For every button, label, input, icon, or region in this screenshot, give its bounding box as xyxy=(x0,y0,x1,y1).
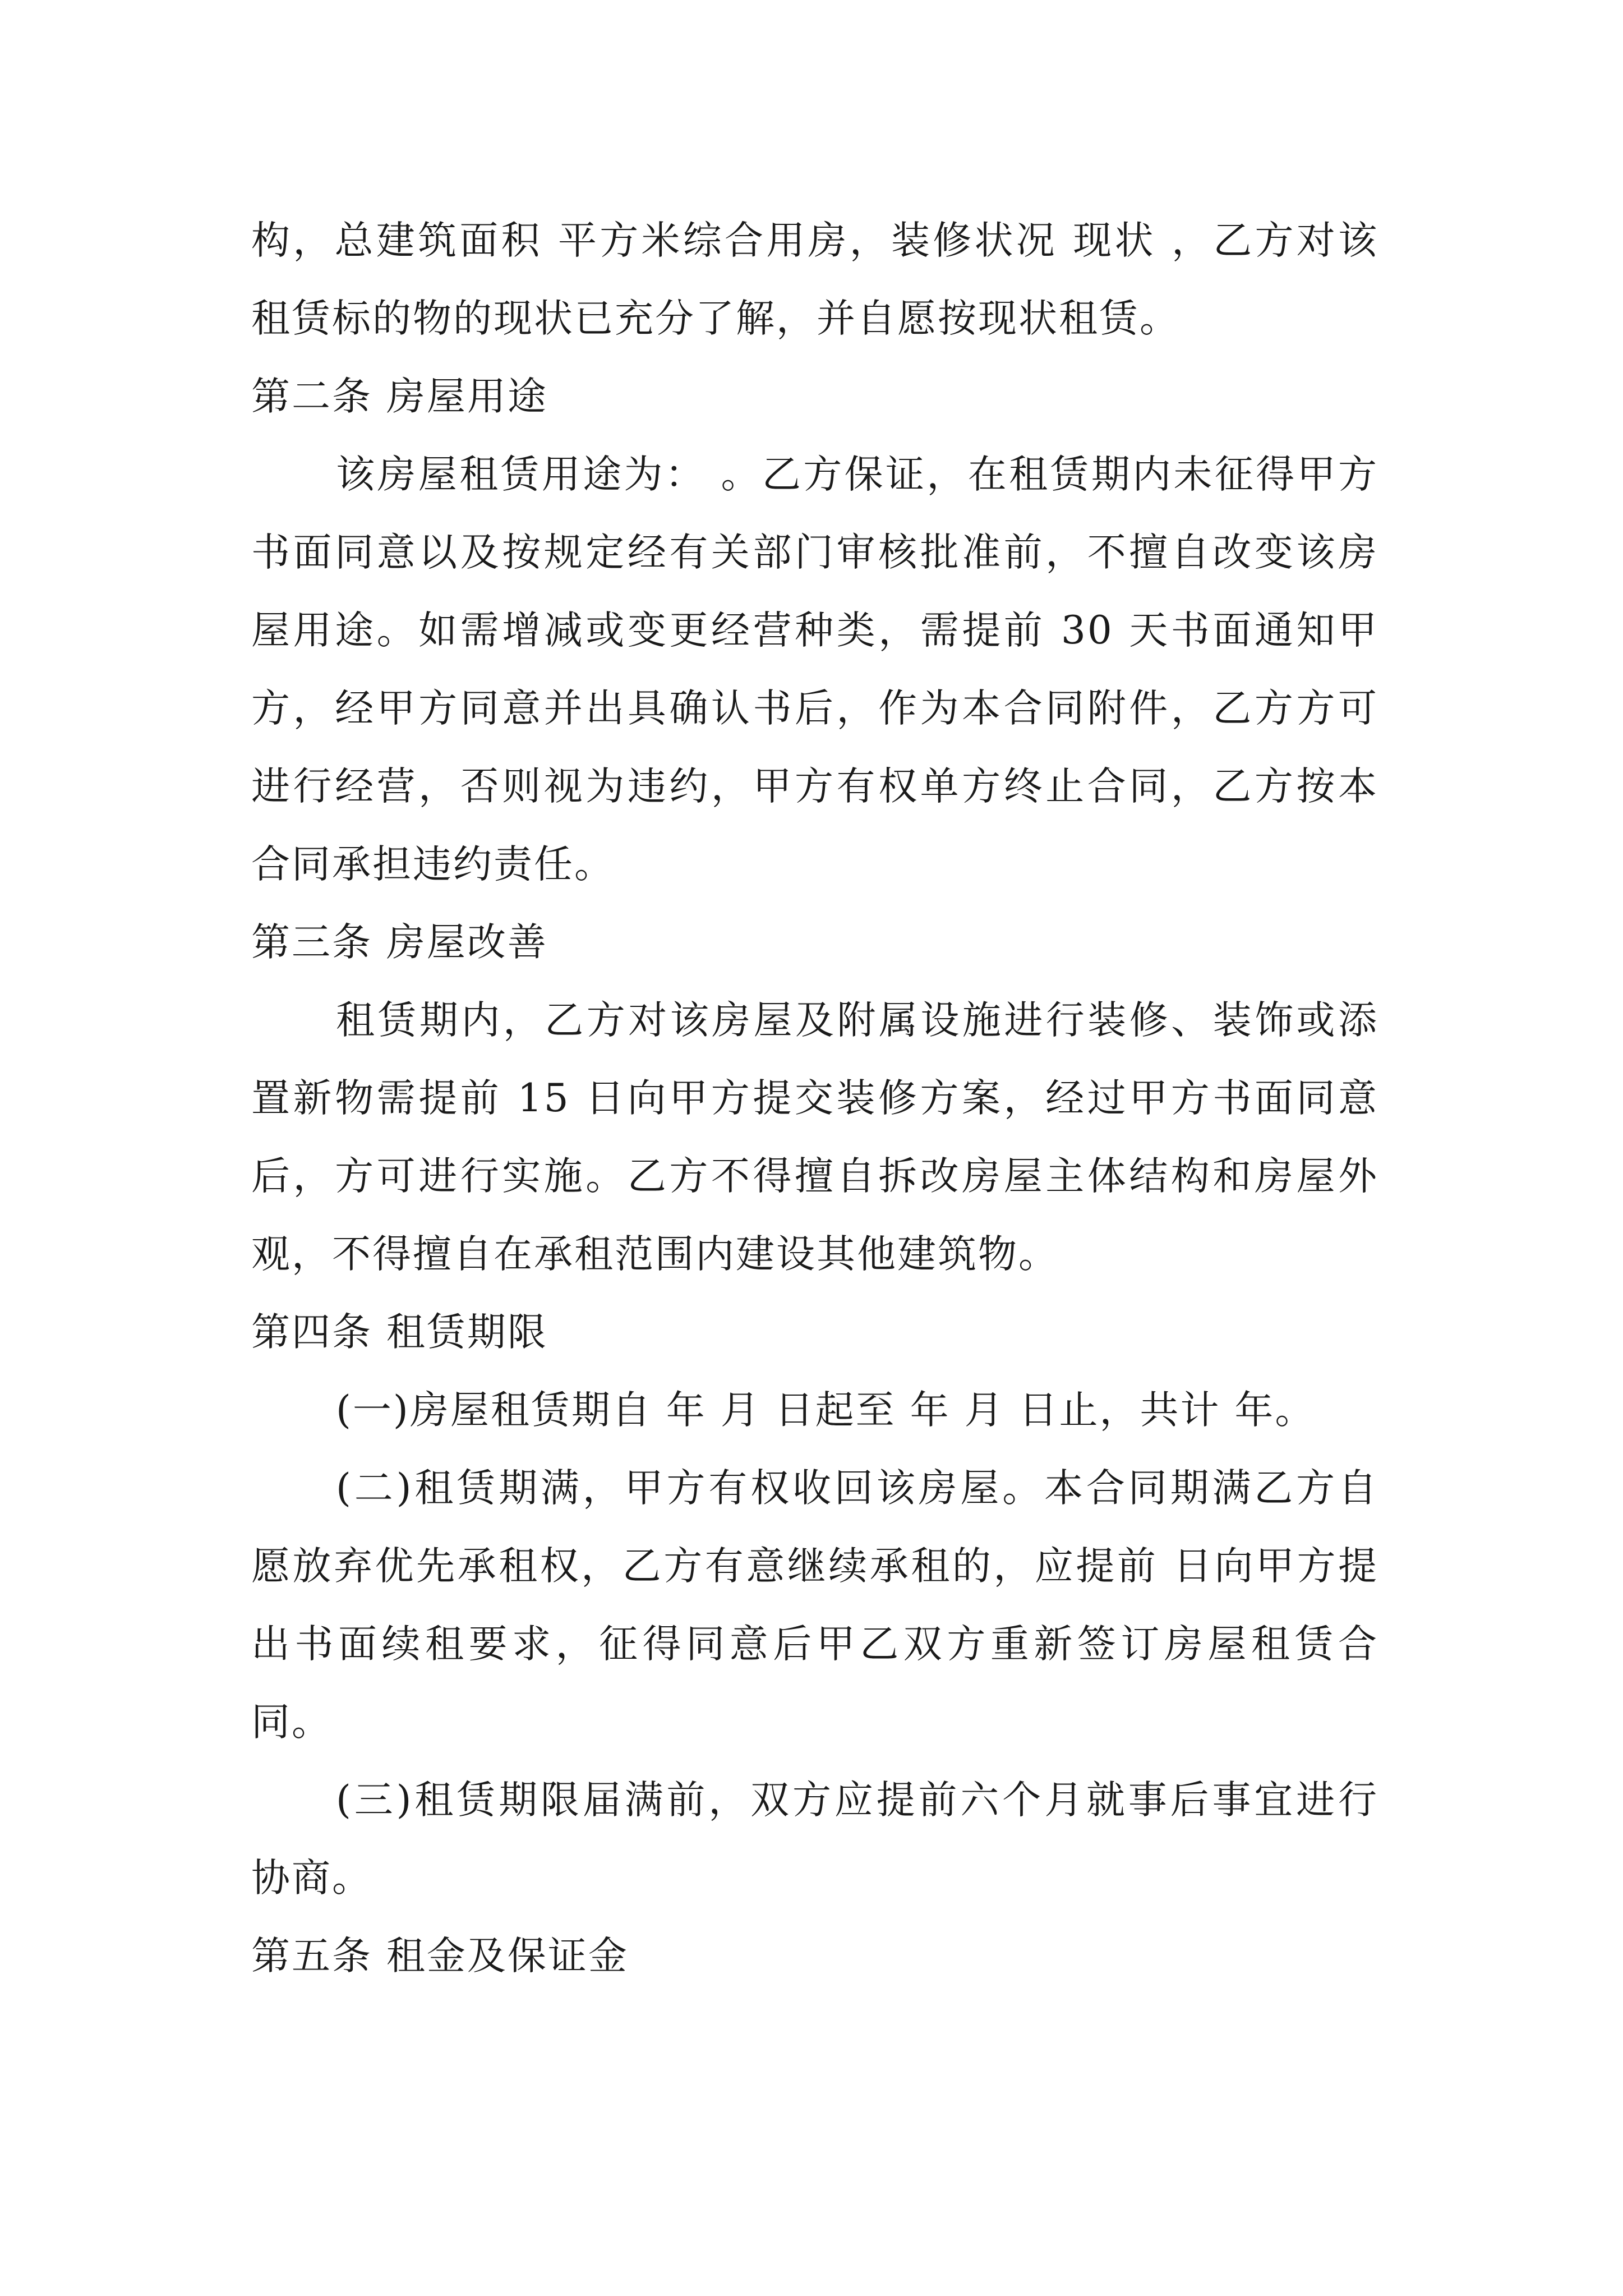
heading-article-5: 第五条 租金及保证金 xyxy=(251,1934,629,1978)
heading-article-4: 第四条 租赁期限 xyxy=(251,1310,548,1355)
paragraph-term-2: (二)租赁期满，甲方有权收回该房屋。本合同期满乙方自愿放弃优先承租权，乙方有意继续承租的，应提前 日向甲方提出书面续租要求，征得同意后甲乙双方重新签订房屋租赁合同。 xyxy=(251,1466,1378,1745)
paragraph-term-1: (一)房屋租赁期自 年 月 日起至 年 月 日止，共计 年。 xyxy=(336,1388,1316,1433)
contract-body xyxy=(251,202,1378,1995)
paragraph-improvement: 租赁期内，乙方对该房屋及附属设施进行装修、装饰或添置新物需提前 15 日向甲方提交装修方案，经过甲方书面同意后，方可进行实施。乙方不得擅自拆改房屋主体结构和房屋外观，不得擅自在承租范围内建设其他建筑物。 xyxy=(251,998,1378,1277)
paragraph-property-description: 构，总建筑面积 平方米综合用房，装修状况 现状 ，乙方对该租赁标的物的现状已充分了解，并自愿按现状租赁。 xyxy=(251,218,1378,341)
heading-article-2: 第二条 房屋用途 xyxy=(251,374,548,419)
paragraph-term-3: (三)租赁期限届满前，双方应提前六个月就事后事宜进行协商。 xyxy=(251,1778,1378,1901)
heading-article-3: 第三条 房屋改善 xyxy=(251,920,548,965)
paragraph-usage: 该房屋租赁用途为： 。乙方保证，在租赁期内未征得甲方书面同意以及按规定经有关部门审核批准前，不擅自改变该房屋用途。如需增减或变更经营种类，需提前 30 天书面通知甲方，经甲方同意并出具确认书后，作为本合同附件，乙方方可进行经营，否则视为违约，甲方有权单方终止合同，乙方按本合同承担违约责任。 xyxy=(251,452,1378,887)
